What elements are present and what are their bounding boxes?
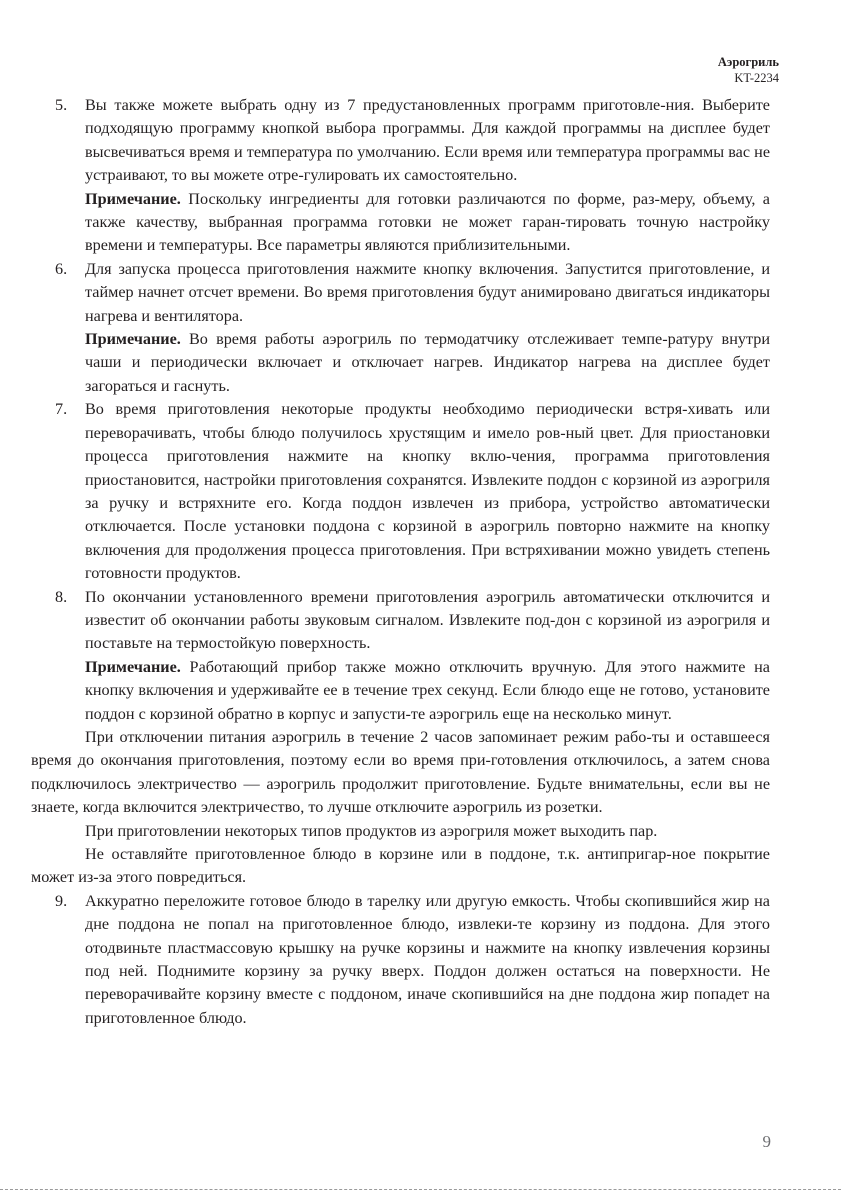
item-number: 7. (55, 400, 68, 419)
list-item-8 (31, 586, 770, 726)
note (85, 328, 770, 398)
paragraph-steam: При приготовлении некоторых типов продуктов из аэрогриля может выходить пар. (85, 821, 658, 840)
paragraph-power-outage: При отключении питания аэрогриль в течение 2 часов запоминает режим рабо-ты и оставшееся время до окончания приготовления, поэтому если во время при-готовления отключилось, а затем снова подключилось электричество — аэрогриль продолжит приготовление. Будьте внимательны, если вы не знаете, когда включится электричество, то лучше отключите аэрогриль из розетки. (31, 727, 770, 817)
page-content (31, 94, 770, 1030)
page-bottom-divider (0, 1189, 841, 1190)
note-label: Примечание. (85, 657, 181, 676)
note-text: Поскольку ингредиенты для готовки различаются по форме, раз-меру, объему, а также качеству, выбранная программа готовки не может гаран-тировать точную настройку времени и температуры. Все параметры являются приблизительными. (85, 189, 770, 255)
item-text: Для запуска процесса приготовления нажмите кнопку включения. Запустится приготовление, и таймер начнет отсчет времени. Во время приготовления будут анимировано двигаться индикаторы нагрева и вентилятора. (85, 259, 770, 325)
page-number: 9 (762, 1132, 771, 1151)
list-item-6 (31, 258, 770, 398)
note (85, 188, 770, 258)
note-text: Во время работы аэрогриль по термодатчику отслеживает темпе-ратуру внутри чаши и периодически включает и отключает нагрев. Индикатор нагрева на дисплее будет загораться и гаснуть. (85, 330, 770, 395)
item-text: Вы также можете выбрать одну из 7 предустановленных программ приготовле-ния. Выберите подходящую программу кнопкой выбора программы. Для каждой программы на дисплее будет высвечиваться время и температура по умолчанию. Если время или температура программы вас не устраивают, то вы можете отре-гулировать их самостоятельно. (85, 96, 770, 185)
paragraph-coating: Не оставляйте приготовленное блюдо в корзине или в поддоне, т.к. антипригар-ное покрытие может из-за этого повредиться. (31, 845, 770, 887)
item-text: Аккуратно переложите готовое блюдо в тарелку или другую емкость. Чтобы скопившийся жир на дне поддона не попал на приготовленное блюдо, извлеки-те корзину из поддона. Для этого отодвиньте пластмассовую крышку на ручке корзины и нажмите на кнопку извлечения корзины под ней. Поднимите корзину за ручку вверх. Поддон должен остаться на поверхности. Не переворачивайте корзину вместе с поддоном, иначе скопившийся на дне поддона жир попадет на приготовленное блюдо. (85, 891, 770, 1027)
item-text: Во время приготовления некоторые продукты необходимо периодически встря-хивать или переворачивать, чтобы блюдо получилось хрустящим и имело ров-ный цвет. Для приостановки процесса приготовления нажмите на кнопку вклю-чения, программа приготовления приостановится, настройки приготовления сохранятся. Извлеките поддон с корзиной из аэрогриля за ручку и встряхните его. Когда поддон извлечен из прибора, устройство автоматически отключается. После установки поддона с корзиной в аэрогриль повторно нажмите на кнопку включения для продолжения процесса приготовления. При встряхивании можно увидеть степень готовности продуктов. (85, 400, 770, 583)
note (85, 656, 770, 726)
list-item-5 (31, 94, 770, 258)
note-label: Примечание. (85, 189, 181, 208)
item-number: 9. (55, 891, 68, 910)
product-title: Аэрогриль (717, 55, 779, 69)
note-text: Работающий прибор также можно отключить вручную. Для этого нажмите на кнопку включения и удерживайте ее в течение трех секунд. Если блюдо еще не готово, установите поддон с корзиной обратно в корпус и запусти-те аэрогриль еще на несколько минут. (85, 657, 770, 723)
model-number: KT-2234 (734, 71, 779, 85)
note-label: Примечание. (85, 330, 181, 349)
item-number: 5. (55, 96, 68, 114)
list-item-7 (31, 398, 770, 585)
item-number: 6. (55, 259, 68, 278)
item-number: 8. (55, 587, 68, 606)
list-item-9 (31, 890, 770, 1030)
item-text: По окончании установленного времени приготовления аэрогриль автоматически отключится и известит об окончании работы звуковым сигналом. Извлеките под-дон с корзиной из аэрогриля и поставьте на термостойкую поверхность. (85, 587, 770, 653)
page-header (718, 54, 779, 86)
